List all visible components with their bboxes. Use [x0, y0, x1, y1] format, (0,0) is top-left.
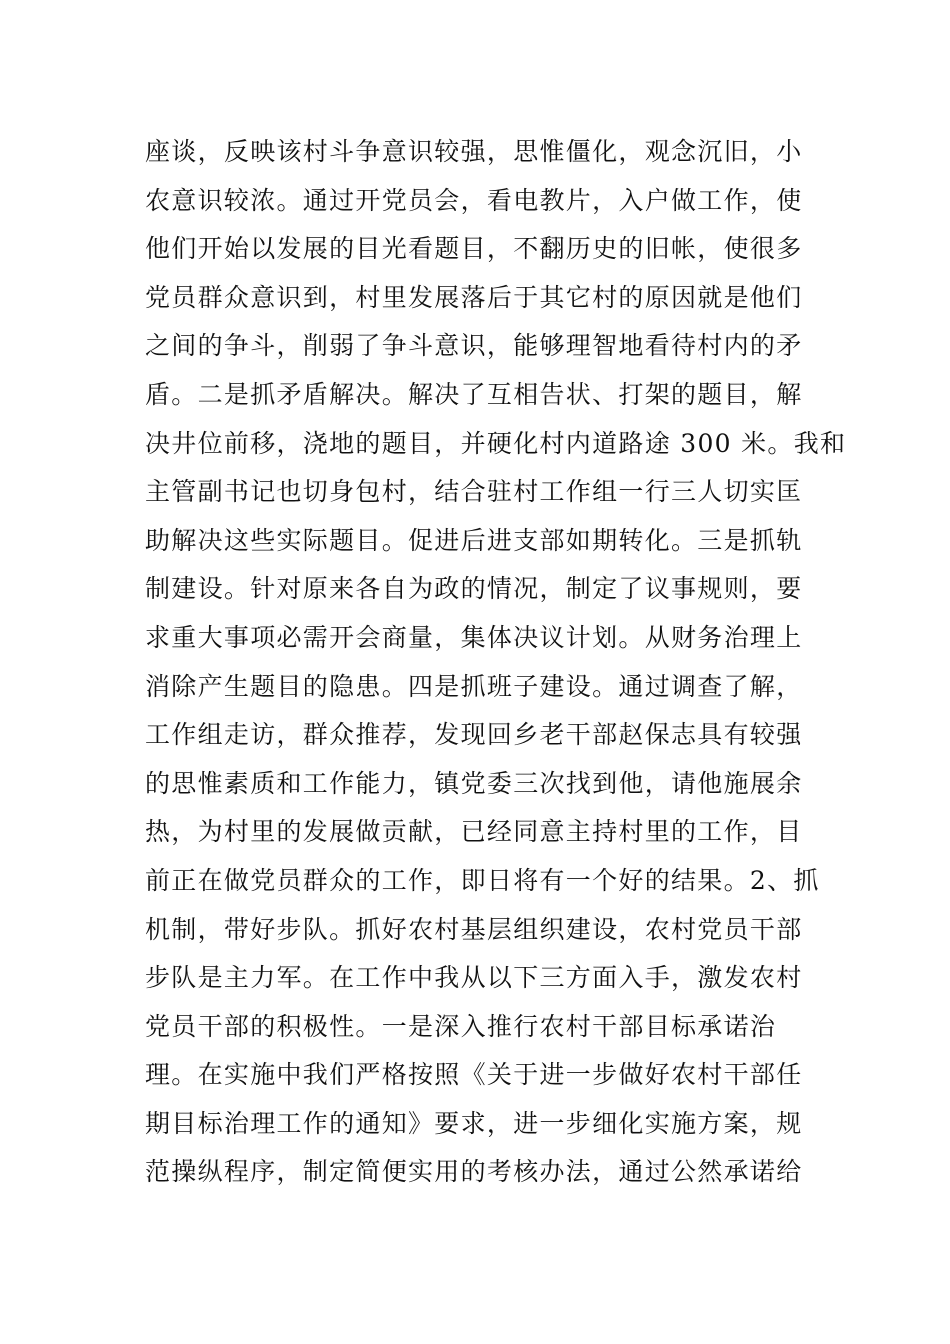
text-line: 决井位前移，浇地的题目，并硬化村内道路途 300 米。我和	[145, 428, 847, 458]
text-line: 座谈，反映该村斗争意识较强，思惟僵化，观念沉旧，小	[145, 137, 803, 166]
text-line: 工作组走访，群众推荐，发现回乡老干部赵保志具有较强	[145, 720, 803, 750]
text-line: 的思惟素质和工作能力，镇党委三次找到他，请他施展余	[145, 768, 803, 798]
text-line: 步队是主力军。在工作中我从以下三方面入手，激发农村	[145, 963, 803, 993]
text-line: 主管副书记也切身包村，结合驻村工作组一行三人切实匡	[145, 477, 803, 507]
text-line: 理。在实施中我们严格按照《关于进一步做好农村干部任	[145, 1060, 803, 1090]
text-line: 制建设。针对原来各自为政的情况，制定了议事规则，要	[145, 574, 803, 604]
text-line: 机制，带好步队。抓好农村基层组织建设，农村党员干部	[145, 914, 803, 944]
text-line: 党员干部的积极性。一是深入推行农村干部目标承诺治	[145, 1011, 777, 1041]
text-line: 热，为村里的发展做贡献，已经同意主持村里的工作，目	[145, 817, 803, 847]
text-line: 农意识较浓。通过开党员会，看电教片，入户做工作，使	[145, 185, 803, 215]
text-line: 之间的争斗，削弱了争斗意识，能够理智地看待村内的矛	[145, 331, 803, 361]
text-line: 盾。二是抓矛盾解决。解决了互相告状、打架的题目，解	[145, 379, 803, 409]
text-line: 求重大事项必需开会商量，集体决议计划。从财务治理上	[145, 622, 803, 652]
text-line: 范操纵程序，制定简便实用的考核办法，通过公然承诺给	[145, 1157, 803, 1187]
text-line: 党员群众意识到，村里发展落后于其它村的原因就是他们	[145, 282, 803, 312]
text-line: 期目标治理工作的通知》要求，进一步细化实施方案，规	[145, 1108, 803, 1138]
text-line: 他们开始以发展的目光看题目，不翻历史的旧帐，使很多	[145, 234, 803, 264]
text-line: 助解决这些实际题目。促进后进支部如期转化。三是抓轨	[145, 525, 803, 555]
text-line: 消除产生题目的隐患。四是抓班子建设。通过调查了解，	[145, 671, 803, 701]
document-body	[145, 128, 847, 1197]
text-line: 前正在做党员群众的工作，即日将有一个好的结果。2、抓	[145, 865, 820, 895]
